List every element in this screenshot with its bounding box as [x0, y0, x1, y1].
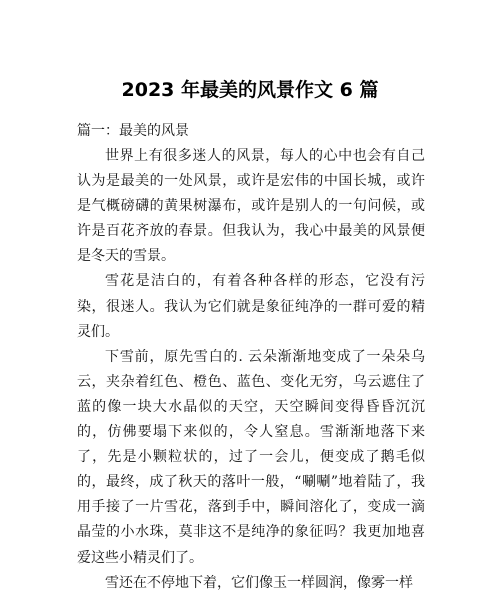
paragraph: 雪花是洁白的，有着各种各样的形态，它没有污染，很迷人。我认为它们就是象征纯净的一群可爱的精灵们。 [77, 273, 425, 340]
paragraph: 世界上有很多迷人的风景，每人的心中也会有自己认为是最美的一处风景，或许是宏伟的中国长城，或许是气概磅礴的黄果树瀑布，或许是别人的一句问候，或许是百花齐放的春景。但我认为，我心中最美的风景便是冬天的雪景。 [77, 148, 425, 265]
paragraph: 下雪前，原先雪白的. 云朵渐渐地变成了一朵朵乌云，夹杂着红色、橙色、蓝色、变化无穷，乌云遮住了蓝的像一块大水晶似的天空，天空瞬间变得昏昏沉沉的，仿佛要塌下来似的，令人窒息。雪渐渐地落下来了，先是小颗粒状的，过了一会儿，便变成了鹅毛似的，最终，成了秋天的落叶一般，“唰唰”地着陆了，我用手接了一片雪花，落到手中，瞬间溶化了，变成一滴晶莹的小水珠，莫非这不是纯净的象征吗？我更加地喜爱这些小精灵们了。 [77, 348, 425, 566]
section-heading: 篇一：最美的风景 [77, 123, 189, 139]
document-body [77, 144, 425, 596]
paragraph: 雪还在不停地下着，它们像玉一样圆润，像雾一样 [105, 574, 413, 591]
document-title: 2023 年最美的风景作文 6 篇 [121, 79, 379, 101]
